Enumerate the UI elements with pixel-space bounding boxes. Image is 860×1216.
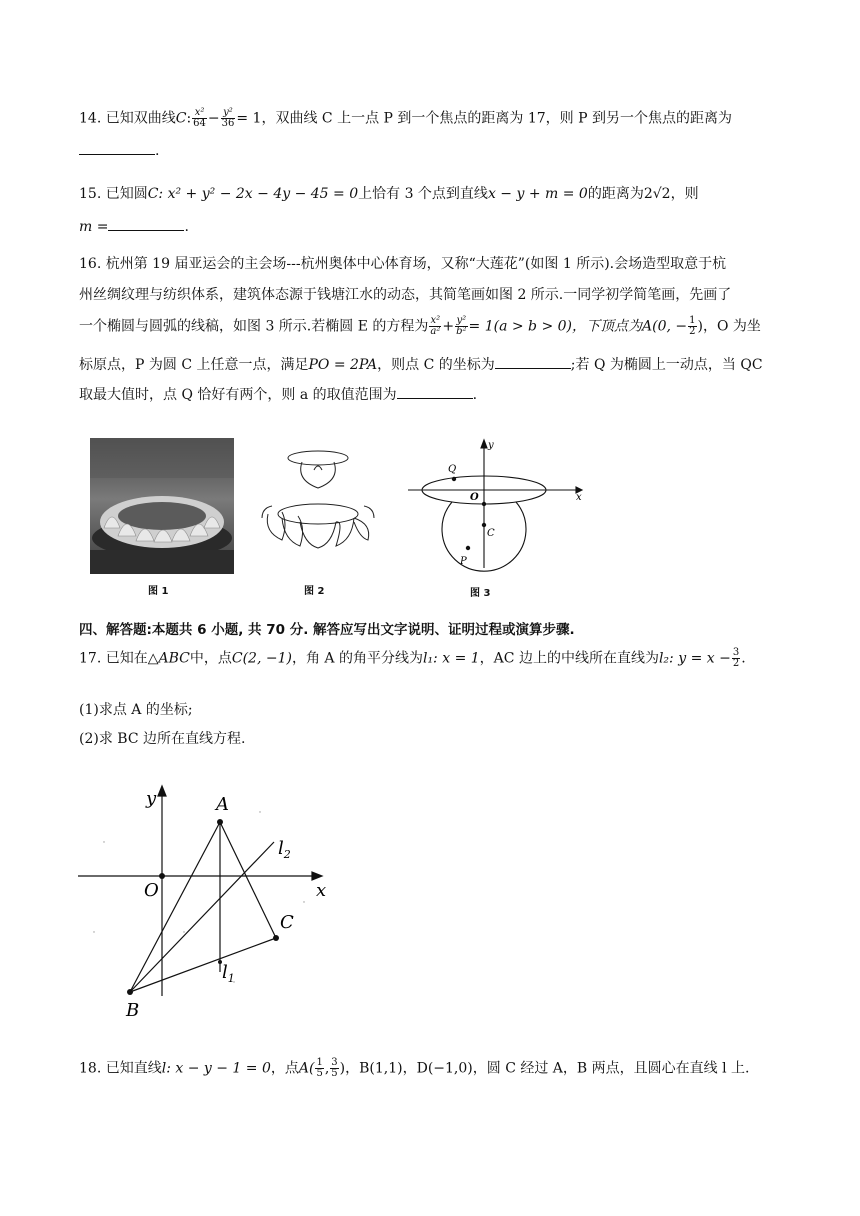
q16-line5-text: 取最大值时，点 Q 恰好有两个，则 a 的取值范围为 xyxy=(79,387,397,403)
q14-line1 xyxy=(79,108,732,129)
fig3-point-q xyxy=(452,477,456,481)
q14-frac2-num: y² xyxy=(221,108,236,119)
q17-point-o xyxy=(159,873,165,879)
q14-frac1-num: x² xyxy=(192,108,207,119)
q17-line-l2 xyxy=(130,842,274,992)
q18-frac-a xyxy=(315,1058,323,1079)
q16-line2: 州丝绸纹理与纺织体系，建筑体态源于钱塘江水的动态，其简笔画如图 2 所示.一同学初学简笔画，先画了 xyxy=(79,287,732,303)
q17-point-a xyxy=(217,819,223,825)
q14-frac1-den: 64 xyxy=(193,118,206,129)
fig2-lotus-sketch xyxy=(256,440,376,552)
q17-mid1: 中，点 xyxy=(189,650,232,667)
q18-point-a-open: A( xyxy=(298,1060,315,1077)
fig3-diagram xyxy=(400,434,590,574)
q14-answer-line: . xyxy=(79,140,159,161)
q17-y-arrow xyxy=(158,786,166,796)
q16-frac-y xyxy=(455,316,467,337)
q17-sub2: (2)求 BC 边所在直线方程. xyxy=(79,731,246,747)
q16-condition: PO = 2PA xyxy=(308,357,378,373)
q15-circle-equation: C: x² + y² − 2x − 4y − 45 = 0 xyxy=(147,186,359,202)
q14-answer-blank[interactable] xyxy=(79,140,155,155)
q15-answer-line: m = . xyxy=(79,216,189,237)
q18-line1 xyxy=(79,1058,749,1079)
q17-end: . xyxy=(741,650,746,667)
q15-tail: 的距离为 xyxy=(587,186,644,202)
q17-mid3: ，AC 边上的中线所在直线为 xyxy=(479,650,659,667)
q14-text: ，双曲线 C 上一点 P 到一个焦点的距离为 17，则 P 到另一个焦点的距离为 xyxy=(261,110,732,127)
q16-line4a: 标原点，P 为圆 C 上任意一点，满足 xyxy=(79,357,309,373)
q15-answer-blank[interactable] xyxy=(108,216,184,231)
q16-line3b: = 1(a > b > 0)，下顶点为 xyxy=(468,318,643,335)
q18-frac-b-num: 3 xyxy=(331,1057,338,1068)
q14-colon: : xyxy=(186,110,192,127)
q17-side-bc xyxy=(130,938,276,992)
q18-frac-b xyxy=(330,1058,338,1079)
fig3-point-p xyxy=(466,546,470,550)
fig3-label-o: O xyxy=(470,492,479,503)
q18-rest: ，B(1,1)，D(−1,0)，圆 C 经过 A，B 两点，且圆心在直线 l 上. xyxy=(345,1060,750,1077)
fig3-label-y: y xyxy=(488,440,494,451)
q16-blank1[interactable] xyxy=(495,354,571,369)
q17-label-l1-l: l xyxy=(222,962,228,983)
fig3-y-arrow xyxy=(481,440,487,448)
q17-line1 xyxy=(79,648,746,669)
q17-label-c: C xyxy=(280,912,294,933)
q18-frac-a-den: 5 xyxy=(316,1068,323,1079)
q17-x-arrow xyxy=(312,872,322,880)
q17-label-l2 xyxy=(278,838,291,861)
q17-label-y: y xyxy=(146,788,157,809)
q17-frac-num: 3 xyxy=(732,647,740,658)
q18-frac-b-den: 5 xyxy=(331,1068,338,1079)
section4-heading: 四、解答题:本题共 6 小题, 共 70 分. 解答应写出文字说明、证明过程或演算步骤. xyxy=(79,622,575,638)
q18-mid: ，点 xyxy=(270,1060,299,1077)
q17-triangle: ABC xyxy=(158,650,190,667)
q16-frac-y-den: b² xyxy=(456,326,467,337)
q17-label-l2-l: l xyxy=(278,838,284,859)
q16-frac-half xyxy=(688,316,696,337)
q15-prefix: 15. 已知圆 xyxy=(79,186,148,202)
q14-prefix: 14. 已知双曲线 xyxy=(79,110,176,127)
q14-curve-name: C xyxy=(175,110,187,127)
q15-line1 xyxy=(79,184,699,204)
q16-line3 xyxy=(79,316,761,337)
q17-l1: l₁: x = 1 xyxy=(422,650,480,667)
q17-point-b xyxy=(127,989,133,995)
q16-frac-x xyxy=(429,316,441,337)
fig1-stadium-photo xyxy=(90,438,234,574)
q17-side-ac xyxy=(220,822,276,938)
q18-frac-a-num: 1 xyxy=(316,1057,323,1068)
q17-label-o: O xyxy=(144,880,159,901)
q17-label-a: A xyxy=(216,794,229,815)
q15-end: ，则 xyxy=(670,186,699,202)
q16-point-a: A(0, − xyxy=(642,318,688,335)
q17-label-b: B xyxy=(126,1000,140,1021)
q14-minus: − xyxy=(207,110,220,127)
q17-l2: l₂: y = x − xyxy=(658,650,731,667)
q14-frac2-den: 36 xyxy=(221,118,235,129)
q14-eq-rest: = 1 xyxy=(236,110,262,127)
q18-prefix: 18. 已知直线 xyxy=(79,1060,162,1077)
fig2-caption: 图 2 xyxy=(304,586,325,597)
q16-line4 xyxy=(79,354,763,375)
q17-frac-den: 2 xyxy=(732,658,740,669)
fig3-label-p: P xyxy=(460,556,467,567)
q17-prefix: 17. 已知在△ xyxy=(79,650,159,667)
q18-close: ) xyxy=(339,1060,346,1077)
q16-line3c: )，O 为坐 xyxy=(697,318,761,335)
q17-label-l1 xyxy=(222,962,235,985)
q17-label-x: x xyxy=(316,880,327,901)
q17-point-c xyxy=(273,935,279,941)
q17-side-ab xyxy=(130,822,220,992)
fig3-label-q: Q xyxy=(448,464,457,475)
q16-line5: 取最大值时，点 Q 恰好有两个，则 a 的取值范围为 . xyxy=(79,384,477,405)
q18-line-equation: l: x − y − 1 = 0 xyxy=(161,1060,271,1077)
q16-line3a: 一个椭圆与圆弧的线稿，如图 3 所示.若椭圆 E 的方程为 xyxy=(79,318,429,335)
fig1-caption: 图 1 xyxy=(148,586,169,597)
q16-line1: 16. 杭州第 19 届亚运会的主会场---杭州奥体中心体育场，又称“大莲花”(如图 1 所示).会场造型取意于杭 xyxy=(79,256,727,272)
q16-plus: + xyxy=(442,318,455,335)
fig3-point-c xyxy=(482,523,486,527)
q16-blank2[interactable] xyxy=(397,384,473,399)
q17-sub1: (1)求点 A 的坐标; xyxy=(79,702,193,718)
q14-frac2 xyxy=(221,108,236,129)
q17-frac xyxy=(732,648,740,669)
q17-label-l1-sub: 1 xyxy=(227,972,235,985)
q16-line4b: ，则点 C 的坐标为 xyxy=(377,357,495,373)
q14-frac1 xyxy=(192,108,207,129)
fig3-label-c: C xyxy=(487,528,495,539)
q15-distance: 2√2 xyxy=(643,186,671,202)
q17-mid2: ，角 A 的角平分线为 xyxy=(291,650,423,667)
q15-m-label: m = xyxy=(79,219,109,235)
q15-line-equation: x − y + m = 0 xyxy=(487,186,588,202)
q17-label-l2-sub: 2 xyxy=(283,848,291,861)
fig3-point-a xyxy=(482,502,486,506)
q17-figure xyxy=(74,782,344,1022)
fig3-label-x: x xyxy=(576,492,582,503)
q15-mid: 上恰有 3 个点到直线 xyxy=(358,186,488,202)
fig3-caption: 图 3 xyxy=(470,588,491,599)
q16-line4c: ;若 Q 为椭圆上一动点，当 QC xyxy=(570,357,763,373)
q16-frac-x-num: x² xyxy=(430,315,441,326)
q16-frac-y-num: y² xyxy=(456,315,467,326)
q17-point-c: C(2, −1) xyxy=(231,650,292,667)
q18-comma: , xyxy=(324,1060,330,1077)
q16-half-den: 2 xyxy=(689,326,696,337)
q16-frac-x-den: a² xyxy=(430,326,441,337)
q16-half-num: 1 xyxy=(689,315,696,326)
